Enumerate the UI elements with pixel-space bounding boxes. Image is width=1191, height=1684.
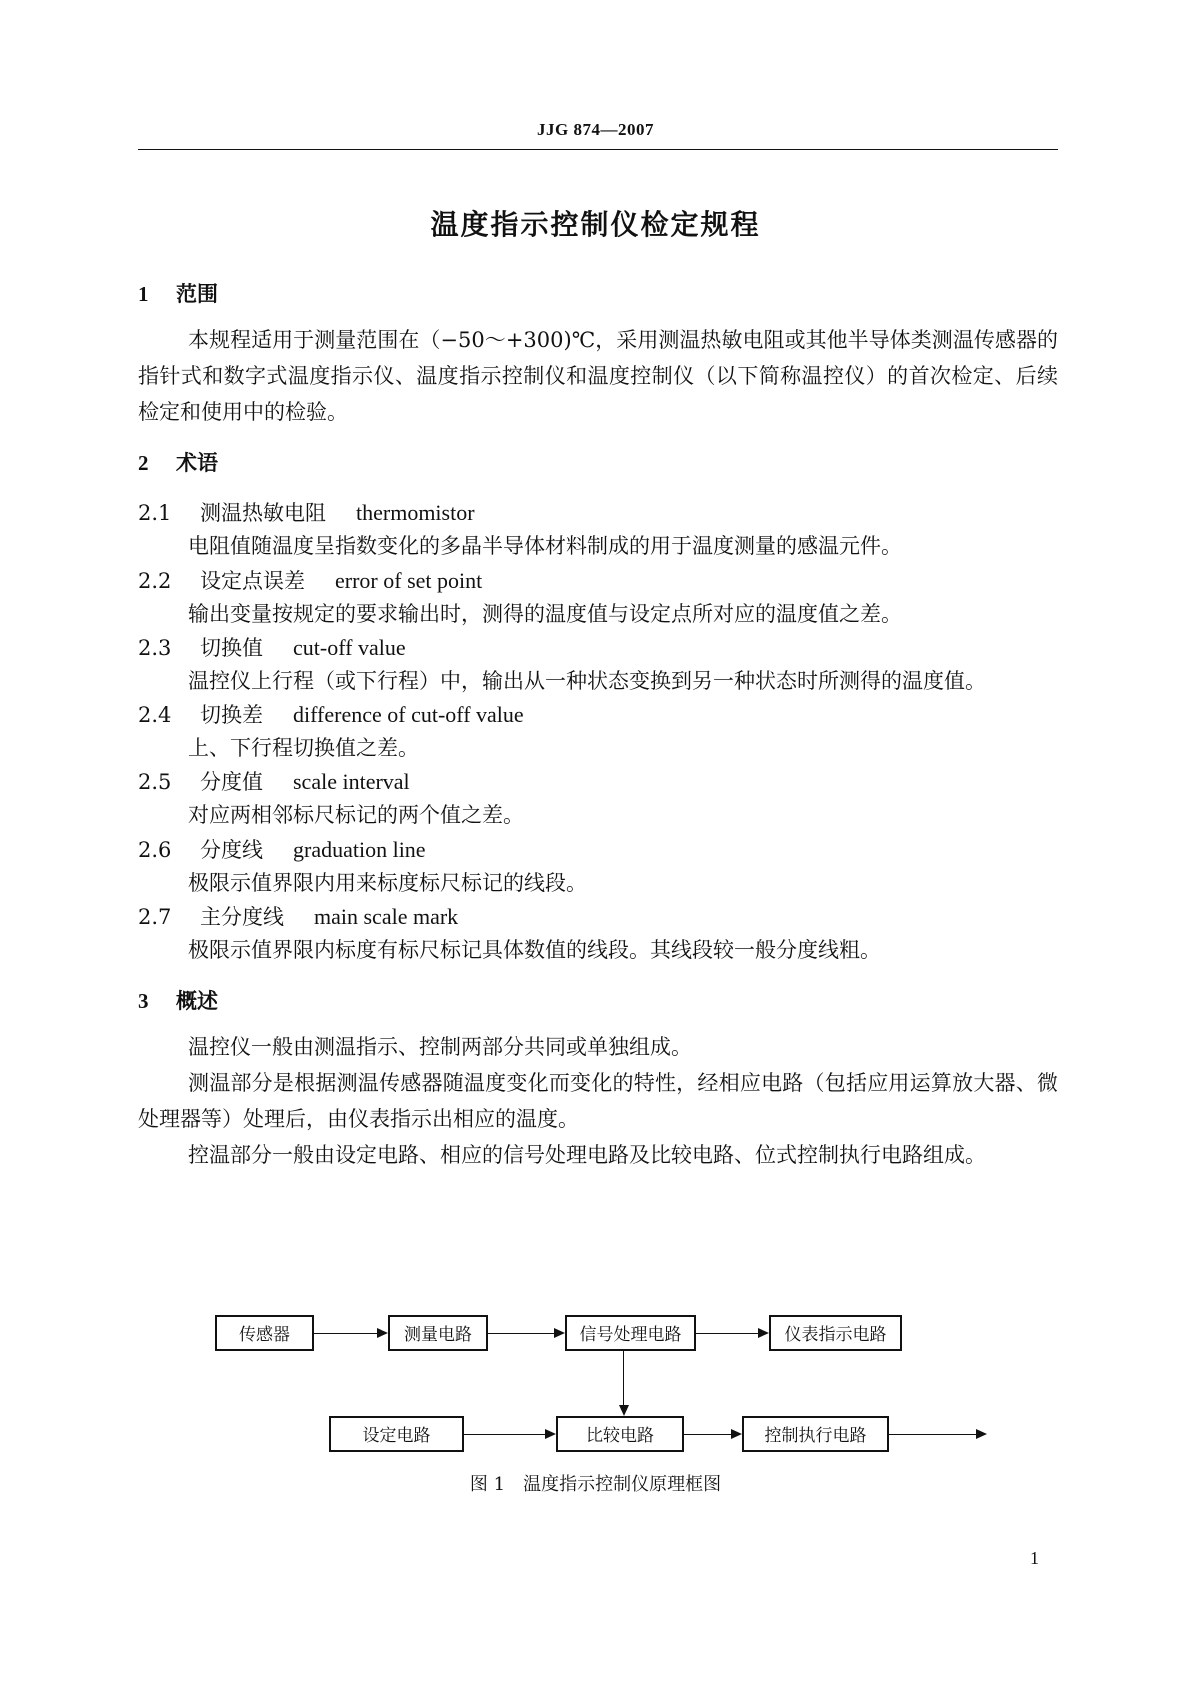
arrow-head [545, 1429, 556, 1439]
arrow-head [554, 1328, 565, 1338]
term-chinese: 分度值 [200, 770, 263, 794]
term-definition: 对应两相邻标尺标记的两个值之差。 [188, 803, 524, 827]
arrow-line [684, 1434, 731, 1435]
sensor-box: 传感器 [215, 1315, 314, 1351]
section-number: 3 [138, 989, 149, 1013]
arrow-head [619, 1405, 629, 1416]
term-number: 2.7 [138, 905, 172, 929]
arrow-line [314, 1333, 377, 1334]
term-number: 2.5 [138, 770, 172, 794]
term-chinese: 分度线 [200, 838, 263, 862]
arrow-line [464, 1434, 545, 1435]
arrow-line [623, 1351, 624, 1405]
measure-circuit-box: 测量电路 [388, 1315, 488, 1351]
arrow-head [976, 1429, 987, 1439]
term-definition: 温控仪上行程（或下行程）中，输出从一种状态变换到另一种状态时所测得的温度值。 [188, 669, 986, 693]
term-chinese: 主分度线 [200, 905, 284, 929]
term-definition: 极限示值界限内用来标度标尺标记的线段。 [188, 871, 587, 895]
section-title: 术语 [176, 451, 218, 475]
arrow-line [696, 1333, 758, 1334]
section-3-paragraph-2: 测温部分是根据测温传感器随温度变化而变化的特性，经相应电路（包括应用运算放大器、微处理器等）处理后，由仪表指示出相应的温度。 [138, 1071, 1058, 1131]
term-english: cut-off value [293, 635, 406, 660]
section-title: 概述 [176, 989, 218, 1013]
term-number: 2.1 [138, 501, 172, 525]
document-title: 温度指示控制仪检定规程 [430, 208, 761, 241]
arrow-head [377, 1328, 388, 1338]
term-definition: 电阻值随温度呈指数变化的多晶半导体材料制成的用于温度测量的感温元件。 [188, 534, 902, 558]
term-definition: 上、下行程切换值之差。 [188, 736, 419, 760]
display-circuit-box: 仪表指示电路 [769, 1315, 902, 1351]
term-english: graduation line [293, 837, 426, 862]
page-number: 1 [1030, 1548, 1039, 1568]
term-chinese: 设定点误差 [200, 569, 305, 593]
term-definition: 极限示值界限内标度有标尺标记具体数值的线段。其线段较一般分度线粗。 [188, 938, 881, 962]
term-english: main scale mark [314, 904, 459, 929]
term-chinese: 切换差 [200, 703, 263, 727]
term-chinese: 切换值 [200, 636, 263, 660]
section-3-paragraph-1: 温控仪一般由测温指示、控制两部分共同或单独组成。 [188, 1035, 692, 1059]
term-number: 2.6 [138, 838, 172, 862]
term-english: scale interval [293, 769, 410, 794]
standard-code-header: JJG 874—2007 [537, 120, 654, 139]
section-title: 范围 [176, 282, 218, 306]
arrow-line [889, 1434, 976, 1435]
section-3-paragraph-3: 控温部分一般由设定电路、相应的信号处理电路及比较电路、位式控制执行电路组成。 [188, 1143, 986, 1167]
section-number: 2 [138, 451, 149, 475]
section-number: 1 [138, 282, 149, 306]
term-english: error of set point [335, 568, 483, 593]
control-execution-box: 控制执行电路 [742, 1416, 889, 1452]
term-chinese: 测温热敏电阻 [200, 501, 326, 525]
section-1-paragraph: 本规程适用于测量范围在（−50～+300)℃，采用测温热敏电阻或其他半导体类测温传感器的指针式和数字式温度指示仪、温度指示控制仪和温度控制仪（以下简称温控仪）的首次检定、后续检定和使用中的检验。 [138, 328, 1058, 424]
term-definition: 输出变量按规定的要求输出时，测得的温度值与设定点所对应的温度值之差。 [188, 602, 902, 626]
term-number: 2.3 [138, 636, 172, 660]
term-english: thermomistor [356, 500, 475, 525]
term-number: 2.4 [138, 703, 172, 727]
figure-caption: 图 1 温度指示控制仪原理框图 [469, 1474, 722, 1495]
term-number: 2.2 [138, 569, 172, 593]
arrow-head [731, 1429, 742, 1439]
term-english: difference of cut-off value [293, 702, 524, 727]
compare-circuit-box: 比较电路 [556, 1416, 684, 1452]
arrow-line [488, 1333, 554, 1334]
setpoint-circuit-box: 设定电路 [329, 1416, 464, 1452]
signal-processing-box: 信号处理电路 [565, 1315, 696, 1351]
arrow-head [758, 1328, 769, 1338]
